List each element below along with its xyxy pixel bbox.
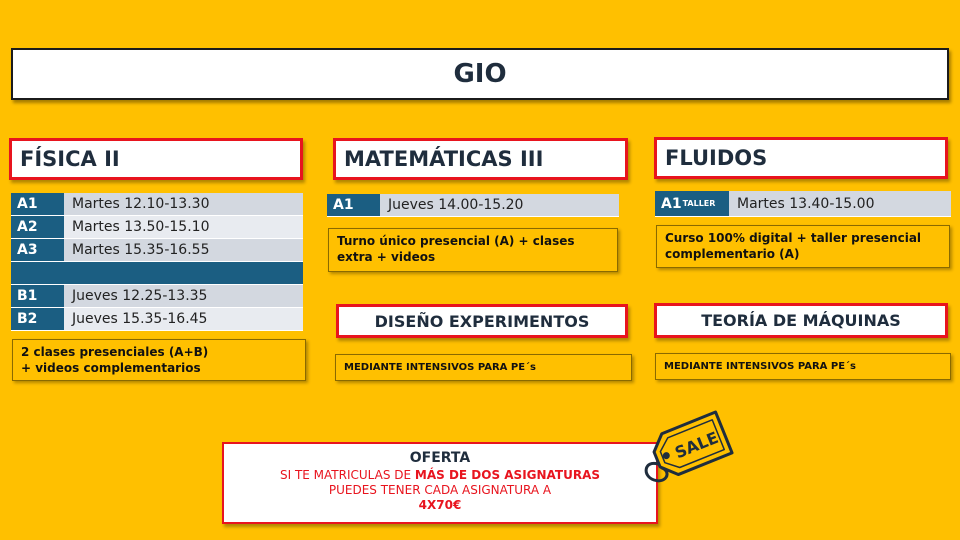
fluidos-note-line1: Curso 100% digital + taller presencial [665, 231, 922, 245]
schedule-row [655, 191, 951, 217]
fisica-title: FÍSICA II [20, 147, 120, 171]
fisica-note-line1: 2 clases presenciales (A+B) [21, 345, 209, 359]
schedule-row [11, 216, 303, 239]
fisica-note-line2: + videos complementarios [21, 361, 201, 376]
page-title: GIO [453, 59, 507, 89]
group-time: Martes 12.10-13.30 [64, 193, 303, 215]
group-code: A3 [11, 239, 64, 261]
schedule-row [11, 239, 303, 262]
offer-line1 [224, 468, 656, 483]
group-time: Martes 13.40-15.00 [729, 191, 951, 216]
group-time: Martes 13.50-15.10 [64, 216, 303, 238]
offer-line1-text: SI TE MATRICULAS DE [279, 467, 415, 482]
fisica-header [9, 138, 303, 180]
group-code: B1 [11, 285, 64, 307]
offer-line1-bold: MÁS DE DOS ASIGNATURAS [414, 467, 601, 482]
group-code: A1 [11, 193, 64, 215]
teoria-header [654, 303, 948, 338]
diseno-header [336, 304, 628, 338]
group-time: Martes 15.35-16.55 [64, 239, 303, 261]
fisica-note [12, 339, 306, 381]
group-time: Jueves 15.35-16.45 [64, 308, 303, 330]
schedule-row [327, 194, 619, 217]
teoria-note: MEDIANTE INTENSIVOS PARA PE´s [655, 353, 951, 380]
offer-price: 4X70€ [418, 497, 462, 512]
offer-line2: PUEDES TENER CADA ASIGNATURA A [328, 482, 552, 497]
schedule-row [11, 308, 303, 331]
matematicas-title: MATEMÁTICAS III [344, 147, 544, 171]
sale-tag-text: SALE [672, 427, 721, 463]
page-title-box [11, 48, 949, 100]
matematicas-header [333, 138, 628, 180]
matematicas-schedule [327, 194, 619, 217]
group-code-sub: TALLER [682, 199, 716, 208]
group-code: A1 [327, 194, 380, 216]
fluidos-note-line2: complementario (A) [665, 247, 800, 262]
offer-title: OFERTA [409, 450, 471, 466]
matematicas-note [328, 228, 618, 272]
group-time: Jueves 14.00-15.20 [380, 194, 619, 216]
schedule-separator [11, 262, 303, 285]
fluidos-header [654, 137, 948, 179]
group-code: A2 [11, 216, 64, 238]
schedule-row [11, 193, 303, 216]
matematicas-note-line1: Turno único presencial (A) + clases [337, 234, 575, 248]
sale-tag-icon [636, 410, 736, 490]
group-code-main: A1 [661, 195, 682, 212]
fluidos-schedule [655, 191, 951, 217]
diseno-title: DISEÑO EXPERIMENTOS [374, 311, 590, 331]
diseno-note: MEDIANTE INTENSIVOS PARA PE´s [335, 354, 632, 381]
fisica-schedule [11, 193, 303, 331]
teoria-title: TEORÍA DE MÁQUINAS [701, 311, 901, 330]
group-time: Jueves 12.25-13.35 [64, 285, 303, 307]
matematicas-note-line2: extra + videos [337, 250, 436, 265]
fluidos-title: FLUIDOS [665, 146, 768, 170]
fluidos-note [656, 225, 950, 268]
schedule-row [11, 285, 303, 308]
group-code [655, 191, 729, 216]
group-code: B2 [11, 308, 64, 330]
offer-box [222, 442, 658, 524]
